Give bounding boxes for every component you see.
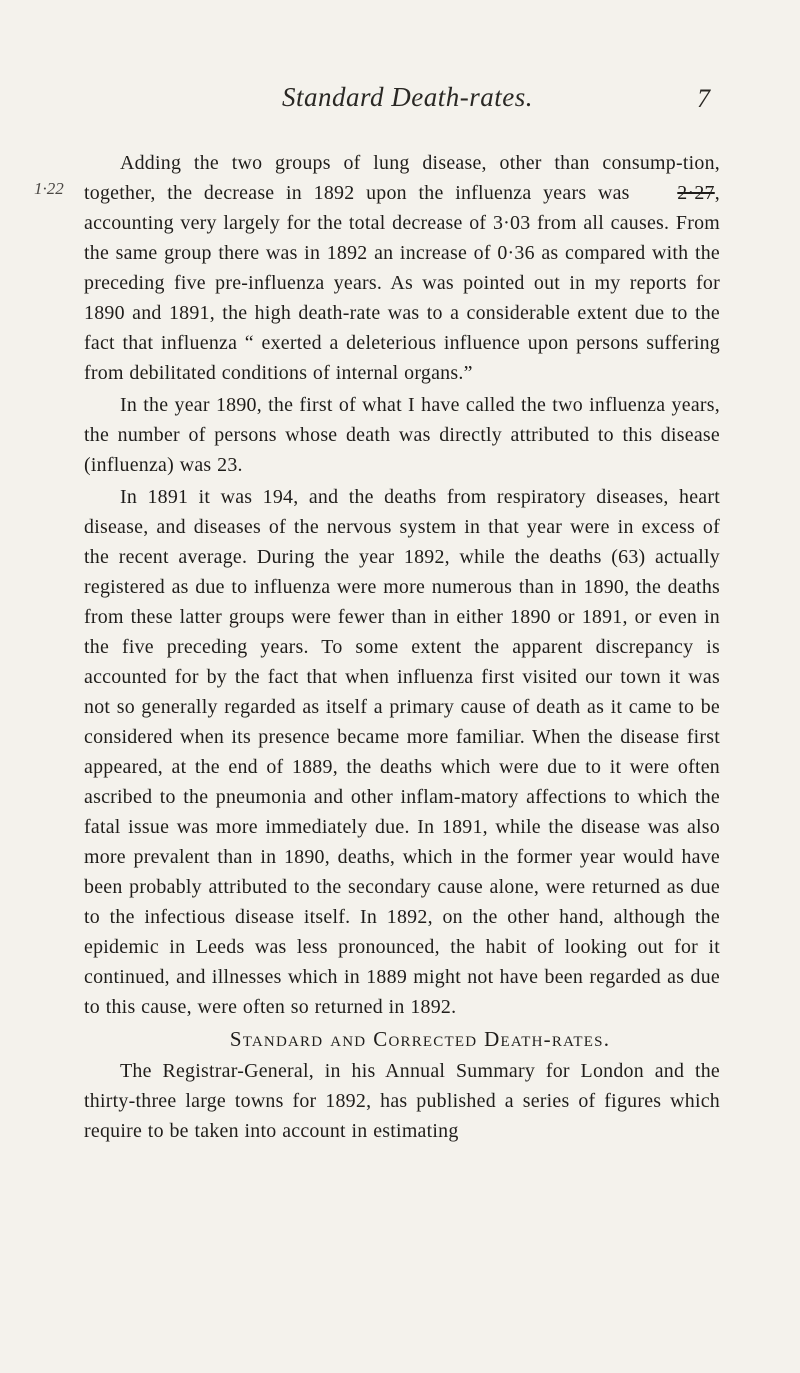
handwritten-margin-note: 1·22 — [34, 179, 64, 198]
struck-value-text: 2·27 — [677, 182, 715, 204]
section-heading: Standard and Corrected Death-rates. — [229, 1027, 611, 1051]
running-header — [0, 82, 800, 122]
running-title: Standard Death-rates. — [282, 82, 533, 112]
paragraph-lung-disease — [84, 148, 720, 388]
page-number: 7 — [697, 84, 710, 113]
paragraph-lung-disease-start: Adding the two groups of lung disease, other than consump-tion, together, the decrease in 1892 upon the influenza years was — [84, 152, 720, 204]
paragraph-registrar-general: The Registrar-General, in his Annual Summary for London and the thirty-three large towns for 1892, has published a series of figures which require to be taken into account in estimating — [84, 1060, 720, 1142]
paragraph-year-1891: In 1891 it was 194, and the deaths from respiratory diseases, heart disease, and diseases of the nervous system in that year were in excess of the recent average. During the year 1892, while the deaths (63) actually registered as due to influenza were more numerous than in 1890, the deaths from these latter groups were fewer than in either 1890 or 1891, or even in the five preceding years. To some extent the apparent discrepancy is accounted for by the fact that when influenza first visited our town it was not so generally regarded as itself a primary cause of death as it came to be considered when its presence became more familiar. When the disease first appeared, at the end of 1889, the deaths which were due to it were often ascribed to the pneumonia and other inflam-matory affections to which the fatal issue was more immediately due. In 1891, while the disease was also more prevalent than in 1890, deaths, which in the former year would have been probably attributed to the secondary cause alone, were returned as due to the infectious disease itself. In 1892, on the other hand, although the epidemic in Leeds was less pronounced, the habit of looking out for it continued, and illnesses which in 1889 might not have been regarded as due to this cause, were often so returned in 1892. — [84, 486, 720, 1018]
paragraph-lung-disease-end: , accounting very largely for the total decrease of 3·03 from all causes. From the same group there was in 1892 an increase of 0·36 as compared with the preceding five pre-influenza years. As was pointed out in my reports for 1890 and 1891, the high death-rate was to a considerable extent due to the fact that influenza “ exerted a deleterious influence upon persons suffering from debilitated conditions of internal organs.” — [84, 182, 720, 384]
paragraph-year-1890: In the year 1890, the first of what I have called the two influenza years, the number of persons whose death was directly attributed to this disease (influenza) was 23. — [84, 394, 720, 476]
struck-out-value — [641, 178, 714, 208]
body-text — [84, 148, 720, 1148]
